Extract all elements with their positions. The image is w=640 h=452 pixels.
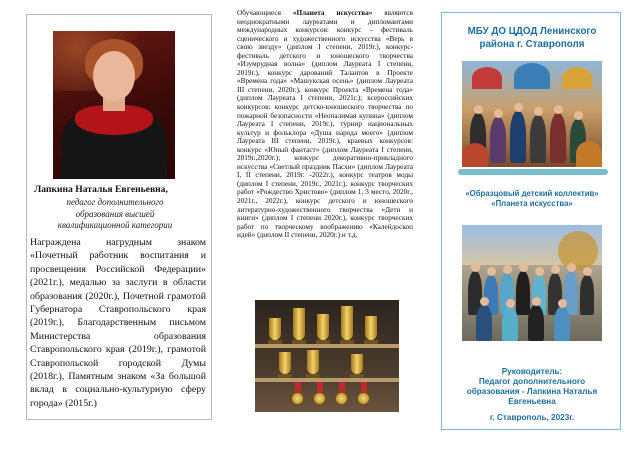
organization-name: МБУ ДО ЦДОД Ленинского района г. Ставрополя (467, 26, 597, 50)
decorative-swoosh (458, 169, 608, 175)
teacher-title: педагог дополнительного образования высшей квалификационной категории (57, 197, 173, 230)
collective-name: «Образцовый детский коллектив» «Планета искусства» (465, 189, 599, 208)
trophies-photo (255, 300, 399, 412)
leader-info: Руководитель: Педагог дополнительного образования - Лапкина Наталья Евгеньевна (466, 367, 598, 406)
group-photo-outdoor (462, 225, 602, 341)
awards-text: Награждена нагрудным знаком «Почетный работник воспитания и просвещения Российской Федерации» (2021г.), медалью за заслуги в области образования (2020г.), Почетной грамотой Губернатора Ставропольского края (2019г.), Благодарственным письмом Министерства образования Ставропольского края (2019г.), грамотой Ставропольской городской Думы (2018г.), Памятным знаком «За большой вклад в социально-культурную сферу города» (2015г.) (30, 237, 206, 409)
group-photo-museum (462, 61, 602, 167)
achievements-text: Обучающиеся «Планета искусства» являются неоднократными лауреатами и дипломантами международных конкурсов: конкурс – фестиваль сценического и художественного искусства «Верь в свою звезду» (диплом I степени, 2019г.), конкурс-фестиваль детского и юношеского творчества «Изумрудная волна» (диплом Лауреата I степени, 2019г.), конкурс дарований Талантов в Проекте «Времена года» «Машукская осень» (диплом Лауреата III степени, 2020г.), конкурс Проекта «Времена года» (диплом Лауреата I степени, 2021г.); всероссийских конкурсов: конкурс детско-юношеского творчества по пожарной безопасности «Неопалимая купина» (диплом Лауреата I степени, 2019г.), турнир национальных культур и фольклора «Душа народа моего» (диплом Лауреата III степени, 2019г.), краевых конкурсов: конкурс «Юный фантаст» (диплом Лауреата I степени, 2019г.,2020г.); конкурс декоративно-прикладного искусства «Светлый праздник Пасхи» (диплом Лауреата I, II степени, 2019г. -2022г.), конкурс театров моды (диплом I степени, 2019г., 2021г.), конкурс творческих работ «Рождество Христово» (диплом 1, 3 место, 2020г., 2021г., 2022г.), конкурс детского и юношеского литературно-художественного творчества «Дети и книги» (диплом I степени 2020г.), конкурс творческих работ по творческому воображению «Калейдоскоп идей» (диплом II степени, 2020г.) и т.д. (237, 9, 413, 240)
teacher-name: Лапкина Наталья Евгеньевна, (34, 184, 168, 195)
city-year: г. Ставрополь, 2023г. (489, 413, 575, 422)
right-panel (441, 12, 621, 430)
teacher-portrait-photo (53, 31, 175, 179)
